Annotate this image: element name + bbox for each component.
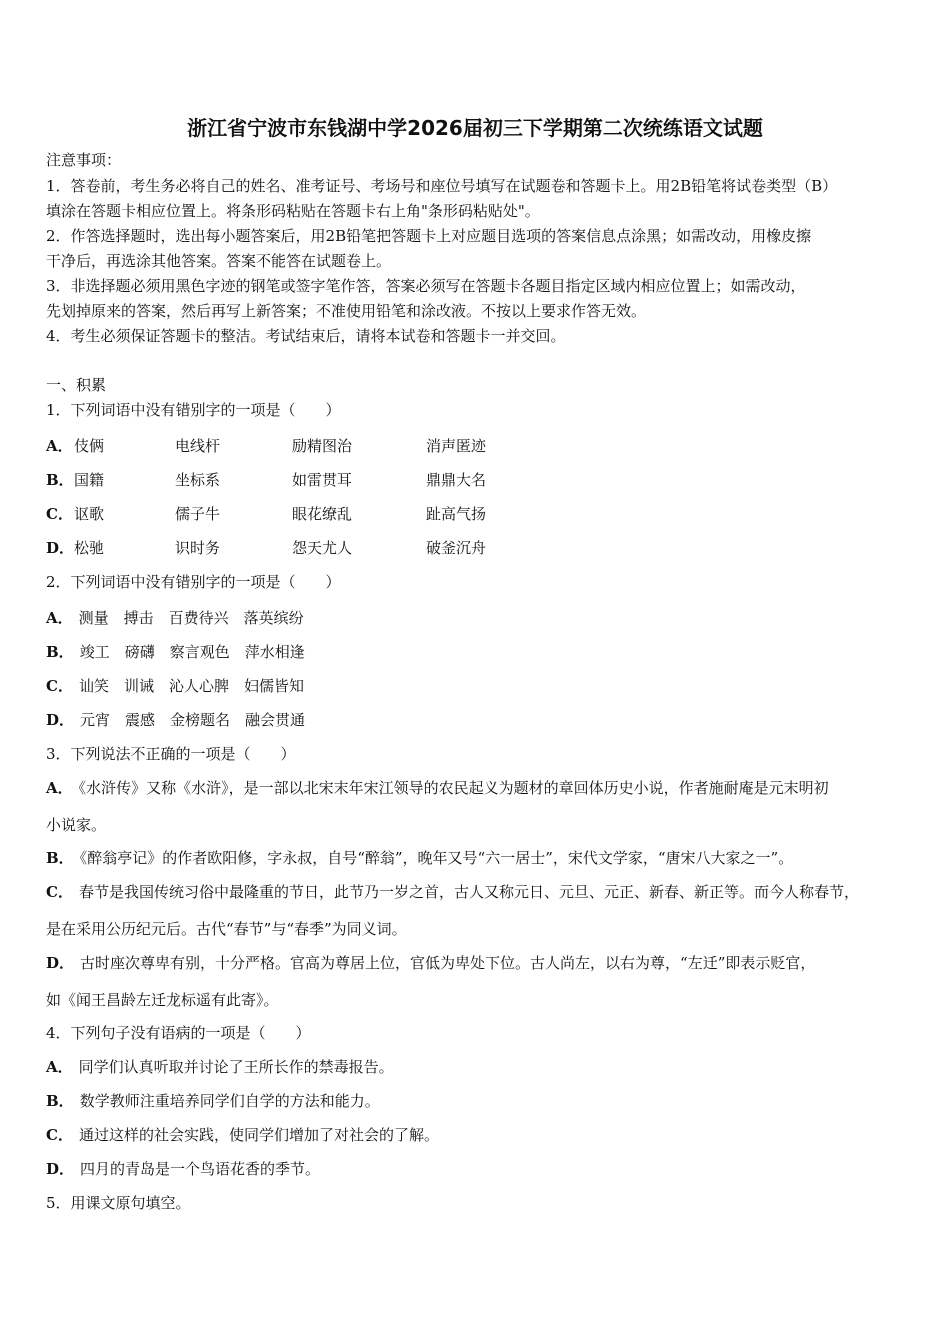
option-label: D． <box>46 1160 75 1178</box>
option-word: 励精图治 <box>292 437 353 455</box>
option-label: A． <box>46 1058 73 1076</box>
option-word: 电线杆 <box>175 437 221 455</box>
question-4-option-a <box>46 1057 394 1077</box>
option-text: 竣工 磅礴 察言观色 萍水相逢 <box>79 643 305 661</box>
option-label: C． <box>46 677 73 695</box>
notice-heading: 注意事项： <box>46 151 122 169</box>
question-3-option-c-cont: 是在采用公历纪元后。古代“春节”与“春季”为同义词。 <box>46 920 407 938</box>
option-text: 《醉翁亭记》的作者欧阳修，字永叔，自号“醉翁”，晚年又号“六一居士”，宋代文学家，“唐宋八大家之一”。 <box>79 849 794 867</box>
question-2-option-b <box>46 642 305 662</box>
option-label: B． <box>46 643 74 661</box>
option-text: 四月的青岛是一个鸟语花香的季节。 <box>80 1160 321 1178</box>
option-text: 通过这样的社会实践，使同学们增加了对社会的了解。 <box>78 1126 439 1144</box>
option-text: 讪笑 训诫 沁人心脾 妇儒皆知 <box>78 677 304 695</box>
option-word: 消声匿迹 <box>426 437 487 455</box>
notice-line: 先划掉原来的答案，然后再写上新答案；不准使用铅笔和涂改液。不按以上要求作答无效。 <box>46 302 647 320</box>
option-word: 眼花缭乱 <box>292 505 353 523</box>
option-word: 如雷贯耳 <box>292 471 353 489</box>
option-text: 古时座次尊卑有别，十分严格。官高为尊居上位，官低为卑处下位。古人尚左，以右为尊，“左迁”即表示贬官， <box>80 954 816 972</box>
question-4-stem: 4．下列句子没有语病的一项是（ ） <box>46 1024 311 1042</box>
question-2-option-d <box>46 710 305 730</box>
exam-title: 浙江省宁波市东钱湖中学2026届初三下学期第二次统练语文试题 <box>187 116 763 140</box>
option-word: 识时务 <box>175 539 221 557</box>
option-label: C． <box>46 505 73 523</box>
option-label: A． <box>46 437 73 455</box>
option-label: C． <box>46 883 73 901</box>
option-label: B． <box>46 1092 74 1110</box>
question-3-option-a-cont: 小说家。 <box>46 816 107 834</box>
option-word: 伎俩 <box>74 437 105 455</box>
section-heading: 一、积累 <box>46 376 107 394</box>
option-text: 元宵 震感 金榜题名 融会贯通 <box>80 711 306 729</box>
option-word: 破釜沉舟 <box>426 539 487 557</box>
question-5-stem: 5．用课文原句填空。 <box>46 1194 191 1212</box>
option-label: C． <box>46 1126 73 1144</box>
question-2-option-a <box>46 608 304 628</box>
question-1-stem: 1．下列词语中没有错别字的一项是（ ） <box>46 401 341 419</box>
notice-line: 2．作答选择题时，选出每小题答案后，用2B铅笔把答题卡上对应题目选项的答案信息点涂黑；如需改动，用橡皮擦 <box>46 227 812 245</box>
option-text: 测量 搏击 百费待兴 落英缤纷 <box>78 609 304 627</box>
question-3-stem: 3．下列说法不正确的一项是（ ） <box>46 745 296 763</box>
option-text: 同学们认真听取并讨论了王所长作的禁毒报告。 <box>78 1058 394 1076</box>
notice-line: 干净后，再选涂其他答案。答案不能答在试题卷上。 <box>46 252 392 270</box>
option-word: 国籍 <box>74 471 105 489</box>
question-2-option-c <box>46 676 304 696</box>
option-label: D． <box>46 954 75 972</box>
notice-line: 填涂在答题卡相应位置上。将条形码粘贴在答题卡右上角"条形码粘贴处"。 <box>46 202 540 220</box>
option-word: 儒子牛 <box>175 505 221 523</box>
option-label: B． <box>46 849 74 867</box>
option-label: D． <box>46 711 75 729</box>
option-text: 《水浒传》又称《水浒》，是一部以北宋末年宋江领导的农民起义为题材的章回体历史小说，作者施耐庵是元末明初 <box>78 779 829 797</box>
option-word: 讴歌 <box>74 505 105 523</box>
notice-line: 3．非选择题必须用黑色字迹的钢笔或签字笔作答，答案必须写在答题卡各题目指定区域内相应位置上；如需改动， <box>46 277 806 295</box>
question-3-option-d <box>46 953 815 973</box>
option-text: 数学教师注重培养同学们自学的方法和能力。 <box>79 1092 380 1110</box>
option-label: A． <box>46 779 73 797</box>
question-4-option-d <box>46 1159 320 1179</box>
question-2-stem: 2．下列词语中没有错别字的一项是（ ） <box>46 573 341 591</box>
option-text: 春节是我国传统习俗中最隆重的节日，此节乃一岁之首，古人又称元日、元旦、元正、新春、新正等。而今人称春节， <box>78 883 859 901</box>
notice-line: 1．答卷前，考生务必将自己的姓名、准考证号、考场号和座位号填写在试题卷和答题卡上。用2B铅笔将试卷类型（B） <box>46 177 838 195</box>
option-label: A． <box>46 609 73 627</box>
option-word: 鼎鼎大名 <box>426 471 487 489</box>
question-3-option-a <box>46 778 829 798</box>
question-3-option-b <box>46 848 793 868</box>
option-label: D． <box>46 539 75 557</box>
option-word: 趾高气扬 <box>426 505 487 523</box>
option-label: B． <box>46 471 74 489</box>
option-word: 松驰 <box>74 539 105 557</box>
question-3-option-c <box>46 882 859 902</box>
question-3-option-d-cont: 如《闻王昌龄左迁龙标遥有此寄》。 <box>46 991 279 1009</box>
notice-line: 4．考生必须保证答题卡的整洁。考试结束后，请将本试卷和答题卡一并交回。 <box>46 327 566 345</box>
question-4-option-b <box>46 1091 380 1111</box>
question-4-option-c <box>46 1125 439 1145</box>
option-word: 坐标系 <box>175 471 221 489</box>
option-word: 怨天尤人 <box>292 539 353 557</box>
